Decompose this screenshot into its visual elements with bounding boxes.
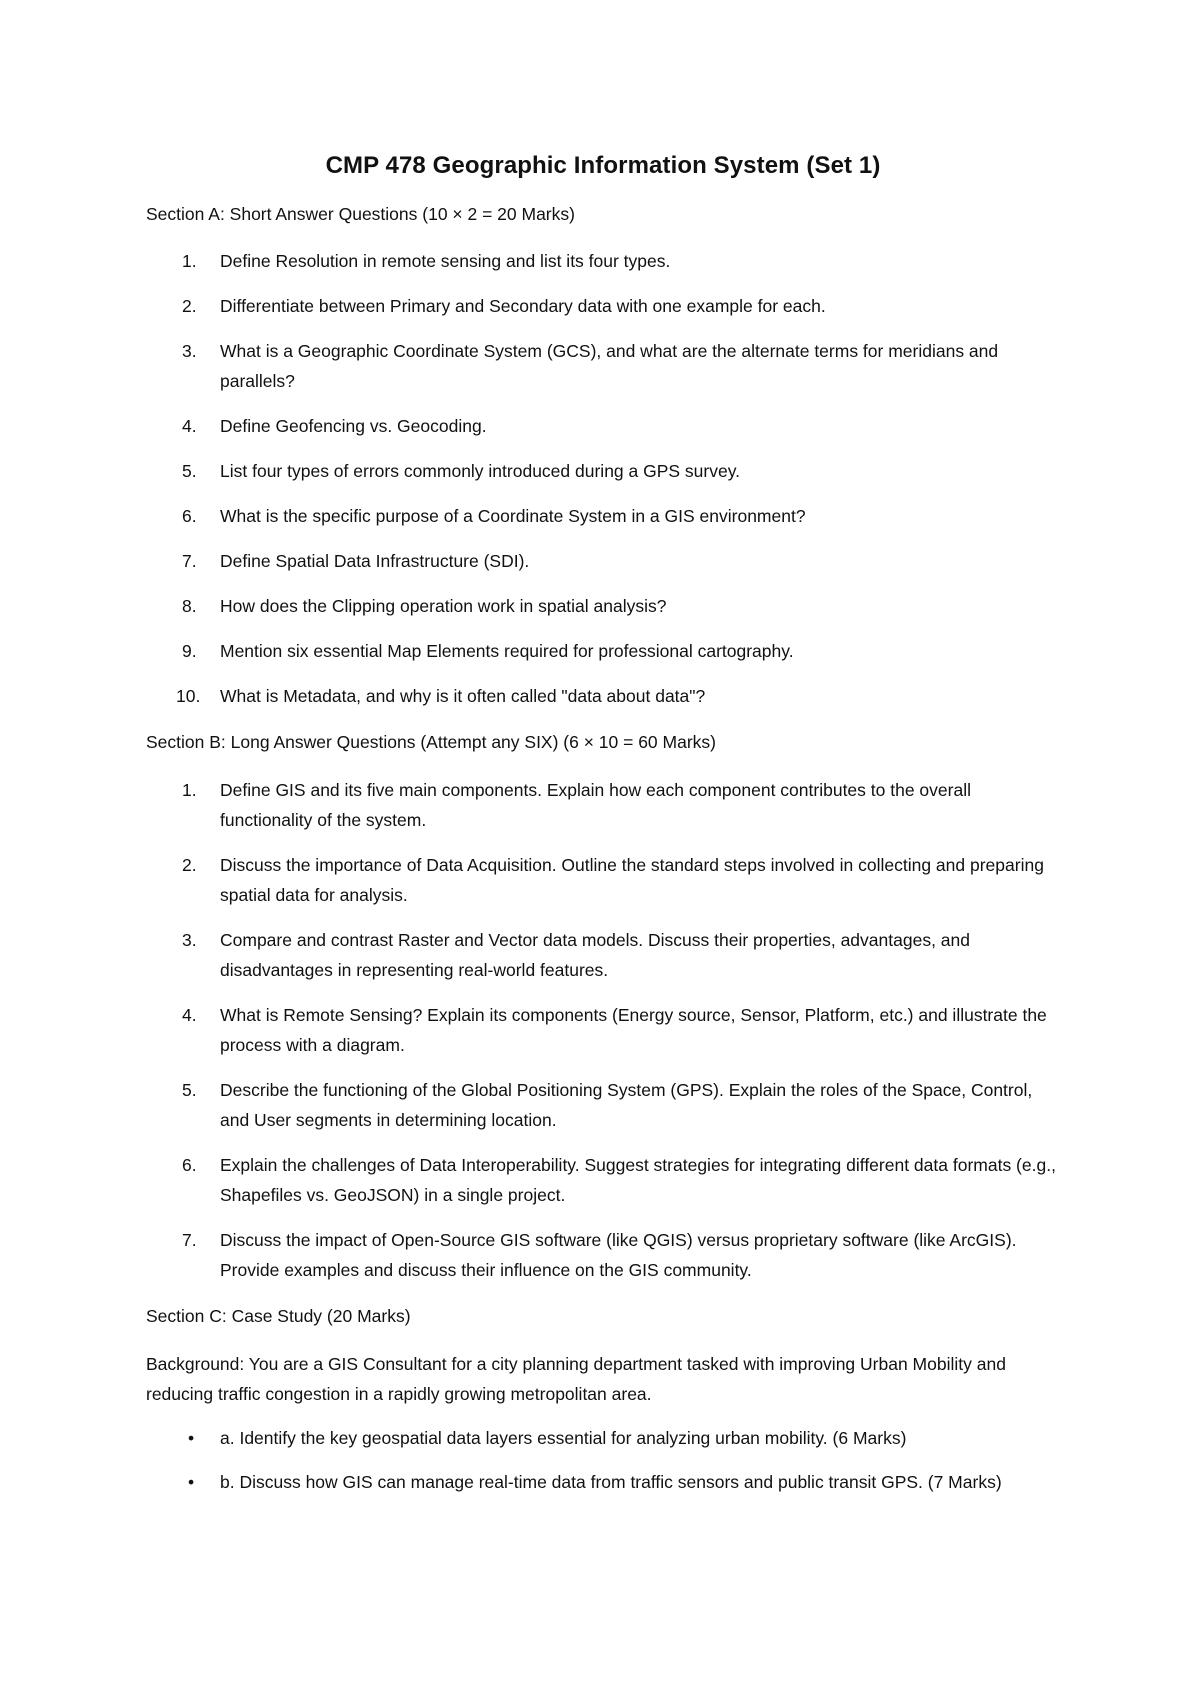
question-item	[146, 1075, 1060, 1135]
question-text: Define Resolution in remote sensing and list its four types.	[220, 251, 671, 272]
question-item	[146, 850, 1060, 910]
question-item	[146, 681, 1060, 711]
question-text: Discuss the importance of Data Acquisition. Outline the standard steps involved in collecting and preparing spatial data for analysis.	[220, 855, 1044, 906]
question-number: 7.	[182, 551, 197, 572]
question-number: 1.	[182, 251, 197, 272]
case-study-task	[146, 1423, 1060, 1453]
document-title: CMP 478 Geographic Information System (Set 1)	[325, 152, 881, 179]
question-item	[146, 246, 1060, 276]
question-number: 2.	[182, 855, 197, 876]
question-text: Differentiate between Primary and Secondary data with one example for each.	[220, 296, 826, 317]
question-text: Explain the challenges of Data Interoperability. Suggest strategies for integrating different data formats (e.g., Shapefiles vs. GeoJSON) in a single project.	[220, 1155, 1056, 1206]
case-study-background: Background: You are a GIS Consultant for a city planning department tasked with improving Urban Mobility and reducing traffic congestion in a rapidly growing metropolitan area.	[146, 1353, 1006, 1404]
section-a-heading: Section A: Short Answer Questions (10 × 2 = 20 Marks)	[146, 203, 575, 224]
question-number: 5.	[182, 1080, 197, 1101]
question-item	[146, 1225, 1060, 1285]
question-item	[146, 636, 1060, 666]
question-text: What is Metadata, and why is it often called "data about data"?	[220, 686, 706, 707]
question-item	[146, 336, 1060, 396]
bullet-icon: •	[188, 1427, 195, 1448]
question-text: Discuss the impact of Open-Source GIS software (like QGIS) versus proprietary software (like ArcGIS). Provide examples and discuss their influence on the GIS community.	[220, 1230, 1017, 1281]
question-text: How does the Clipping operation work in spatial analysis?	[220, 596, 667, 617]
question-text: What is Remote Sensing? Explain its components (Energy source, Sensor, Platform, etc.) and illustrate the process with a diagram.	[220, 1005, 1047, 1056]
question-number: 6.	[182, 506, 197, 527]
question-number: 5.	[182, 461, 197, 482]
question-number: 4.	[182, 416, 197, 437]
question-number: 3.	[182, 930, 197, 951]
case-study-task-list	[146, 1423, 1060, 1497]
question-number: 1.	[182, 780, 197, 801]
question-item	[146, 775, 1060, 835]
question-number: 2.	[182, 296, 197, 317]
question-item	[146, 1150, 1060, 1210]
question-item	[146, 411, 1060, 441]
question-item	[146, 501, 1060, 531]
question-text: Define Geofencing vs. Geocoding.	[220, 416, 487, 437]
question-text: Describe the functioning of the Global Positioning System (GPS). Explain the roles of the Space, Control, and User segments in determining location.	[220, 1080, 1033, 1131]
question-number: 3.	[182, 341, 197, 362]
question-number: 8.	[182, 596, 197, 617]
question-number: 10.	[176, 686, 201, 707]
question-number: 4.	[182, 1005, 197, 1026]
section-c-heading: Section C: Case Study (20 Marks)	[146, 1306, 411, 1327]
question-text: Mention six essential Map Elements required for professional cartography.	[220, 641, 794, 662]
question-number: 7.	[182, 1230, 197, 1251]
question-number: 9.	[182, 641, 197, 662]
question-item	[146, 291, 1060, 321]
question-item	[146, 456, 1060, 486]
task-text: a. Identify the key geospatial data layers essential for analyzing urban mobility. (6 Marks)	[220, 1427, 907, 1448]
question-item	[146, 925, 1060, 985]
question-number: 6.	[182, 1155, 197, 1176]
question-text: Compare and contrast Raster and Vector data models. Discuss their properties, advantages, and disadvantages in representing real-world features.	[220, 930, 970, 981]
section-b-heading: Section B: Long Answer Questions (Attempt any SIX) (6 × 10 = 60 Marks)	[146, 732, 716, 753]
section-a-question-list	[146, 246, 1060, 711]
question-text: What is the specific purpose of a Coordinate System in a GIS environment?	[220, 506, 806, 527]
bullet-icon: •	[188, 1471, 195, 1492]
task-text: b. Discuss how GIS can manage real-time data from traffic sensors and public transit GPS. (7 Marks)	[220, 1471, 1002, 1492]
question-item	[146, 546, 1060, 576]
question-text: Define Spatial Data Infrastructure (SDI).	[220, 551, 530, 572]
question-text: What is a Geographic Coordinate System (GCS), and what are the alternate terms for meridians and parallels?	[220, 341, 999, 392]
question-text: List four types of errors commonly introduced during a GPS survey.	[220, 461, 741, 482]
section-b-question-list	[146, 775, 1060, 1285]
question-text: Define GIS and its five main components. Explain how each component contributes to the overall functionality of the system.	[220, 780, 971, 831]
case-study-task	[146, 1467, 1060, 1497]
question-item	[146, 591, 1060, 621]
question-item	[146, 1000, 1060, 1060]
